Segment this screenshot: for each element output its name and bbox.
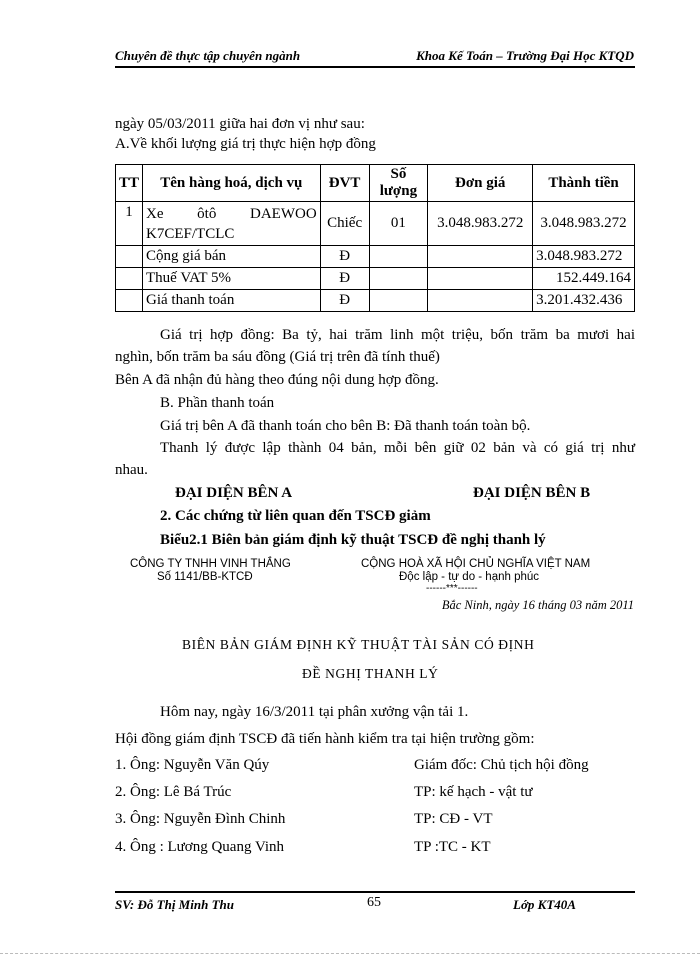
document-number: Số 1141/BB-KTCĐ — [157, 571, 253, 583]
cell-summary-unit: Đ — [320, 246, 369, 268]
received-goods: Bên A đã nhận đủ hàng theo đúng nội dung hợp đồng. — [115, 372, 439, 388]
place-date: Bắc Ninh, ngày 16 tháng 03 năm 2011 — [441, 598, 634, 612]
col-header-price: Đơn giá — [428, 165, 533, 202]
motto: Độc lập - tự do - hạnh phúc — [399, 571, 540, 583]
col-header-unit: ĐVT — [320, 165, 369, 202]
section-2-title: 2. Các chứng từ liên quan đến TSCĐ giảm — [160, 508, 431, 524]
stars-divider: ------***------ — [426, 583, 478, 594]
cell-summary-unit: Đ — [320, 290, 369, 312]
contract-table — [115, 164, 635, 312]
cell-name-line-2: K7CEF/TCLC — [146, 225, 235, 242]
company-name: CÔNG TY TNHH VINH THẮNG — [130, 558, 291, 570]
member-role: TP :TC - KT — [414, 839, 491, 855]
cell-qty: 01 — [369, 202, 428, 246]
bieu-title: Biểu2.1 Biên bản giám định kỹ thuật TSCĐ đề nghị thanh lý — [160, 532, 546, 548]
table-row — [116, 246, 635, 268]
member-name: 1. Ông: Nguyễn Văn Qúy — [115, 757, 270, 773]
rep-a: ĐẠI DIỆN BÊN A — [175, 485, 293, 501]
member-name: 4. Ông : Lương Quang Vinh — [115, 839, 285, 855]
cell-summary-total: 3.201.432.436 — [533, 290, 635, 312]
form-title-2: ĐỀ NGHỊ THANH LÝ — [302, 666, 439, 681]
inspection-date: Hôm nay, ngày 16/3/2011 tại phân xưởng vận tải 1. — [160, 704, 469, 720]
intro-line-1: ngày 05/03/2011 giữa hai đơn vị như sau: — [115, 116, 365, 132]
table-row — [116, 268, 635, 290]
member-name: 3. Ông: Nguyễn Đình Chinh — [115, 811, 286, 827]
cell-price: 3.048.983.272 — [428, 202, 533, 246]
council-intro: Hội đồng giám định TSCĐ đã tiến hành kiểm tra tại hiện trường gồm: — [115, 731, 535, 747]
cell-name — [143, 202, 321, 246]
member-role: Giám đốc: Chủ tịch hội đồng — [414, 757, 589, 773]
table-row — [116, 290, 635, 312]
member-name: 2. Ông: Lê Bá Trúc — [115, 784, 232, 800]
liquidation-line-1: Thanh lý được lập thành 04 bản, mỗi bên giữ 02 bản và có giá trị như — [160, 440, 635, 456]
header-left: Chuyên đề thực tập chuyên ngành — [115, 48, 301, 63]
contract-value-line-2: nghìn, bốn trăm ba sáu đồng (Giá trị trên đã tính thuế) — [115, 349, 440, 365]
cell-name-line-1: Xe ôtô DAEWOO — [146, 205, 317, 222]
payment-status: Giá trị bên A đã thanh toán cho bên B: Đã thanh toán toàn bộ. — [160, 418, 531, 434]
member-role: TP: CĐ - VT — [414, 811, 493, 827]
form-title-1: BIÊN BẢN GIÁM ĐỊNH KỸ THUẬT TÀI SẢN CÓ ĐỊNH — [182, 637, 535, 652]
cell-tt: 1 — [116, 202, 143, 246]
cell-summary-unit: Đ — [320, 268, 369, 290]
payment-section: B. Phần thanh toán — [160, 395, 275, 411]
member-role: TP: kế hạch - vật tư — [414, 784, 533, 800]
cell-summary-total: 3.048.983.272 — [533, 246, 635, 268]
cell-summary-label: Cộng giá bán — [143, 246, 321, 268]
cell-summary-label: Giá thanh toán — [143, 290, 321, 312]
rep-b: ĐẠI DIỆN BÊN B — [473, 485, 591, 501]
page-number: 65 — [367, 895, 381, 910]
contract-value-line-1: Giá trị hợp đồng: Ba tỷ, hai trăm linh một triệu, bốn trăm ba mươi hai — [160, 327, 635, 343]
intro-line-2: A.Về khối lượng giá trị thực hiện hợp đồng — [115, 136, 376, 152]
cell-total: 3.048.983.272 — [533, 202, 635, 246]
cell-unit: Chiếc — [320, 202, 369, 246]
footer-student: SV: Đỗ Thị Minh Thu — [115, 897, 234, 912]
page-edge-divider — [0, 953, 700, 954]
col-header-qty: Số lượng — [369, 165, 428, 202]
table-row — [116, 202, 635, 246]
col-header-tt: TT — [116, 165, 143, 202]
header-rule — [115, 66, 635, 68]
col-header-name: Tên hàng hoá, dịch vụ — [143, 165, 321, 202]
header-right: Khoa Kế Toán – Trường Đại Học KTQD — [416, 48, 634, 63]
liquidation-line-2: nhau. — [115, 462, 148, 478]
col-header-total: Thành tiền — [533, 165, 635, 202]
table-header-row — [116, 165, 635, 202]
cell-summary-total: 152.449.164 — [533, 268, 635, 290]
footer-rule — [115, 891, 635, 893]
footer-class: Lớp KT40A — [513, 897, 576, 912]
republic-title: CỘNG HOÀ XÃ HỘI CHỦ NGHĨA VIỆT NAM — [361, 558, 591, 570]
cell-summary-label: Thuế VAT 5% — [143, 268, 321, 290]
